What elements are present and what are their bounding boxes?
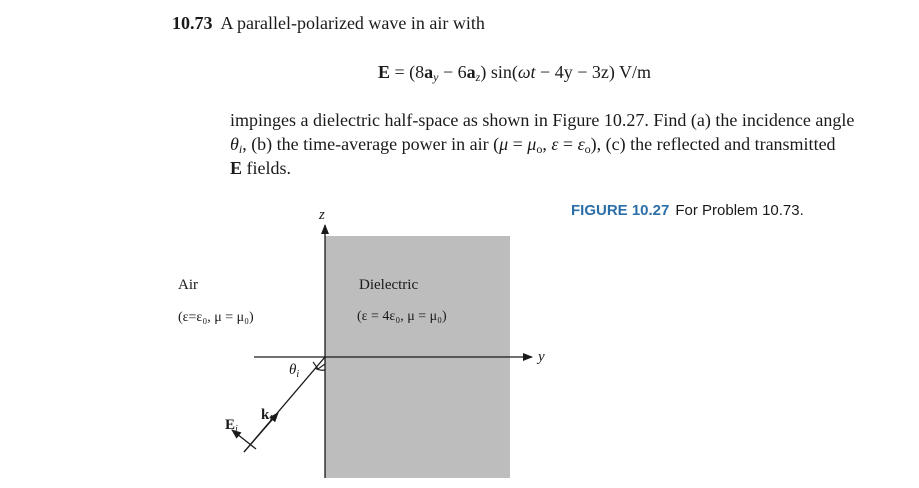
eq-sub2: z [475,70,481,84]
eps-symbol: ε [551,134,559,154]
y-axis-label: y [538,349,545,365]
air-label: Air [178,277,198,293]
eq-minus: − 6 [438,62,467,82]
mu0-subscript: o [536,142,543,156]
figure-label: FIGURE 10.27 [571,202,670,219]
theta-symbol: θ [230,134,239,154]
body-line-2-part-e: ), (c) the reflected and transmitted [590,134,836,154]
theta-arc [315,368,325,370]
air-params: (ε=ε₀, μ = μ₀) [178,310,254,325]
body-line-2-part-a: , (b) the time-average power in air ( [242,134,500,154]
theta-subscript: i [238,142,243,156]
eps0-subscript: o [584,142,591,156]
eq-sin: ) sin( [480,62,518,82]
dielectric-label: Dielectric [359,277,419,293]
eq-vec2: a [466,62,476,82]
eq-arg: ωt [517,62,536,82]
theta-label: $\theta_i$ [289,362,300,380]
e-label: $E_i$ [225,417,238,435]
e-fields-bold: E [230,158,243,178]
z-axis-label: z [319,207,325,223]
eq-lhs: E [378,62,391,82]
problem-number: 10.73 [172,13,213,33]
body-line-2-part-c: , [542,134,552,154]
eq-vec1: a [424,62,434,82]
eq-sub1: y [433,70,439,84]
mu0-symbol: μ [527,134,537,154]
body-line-2-part-b: = [508,134,528,154]
mu-symbol: μ [499,134,509,154]
eps0-symbol: ε [577,134,585,154]
figure-caption-text: For Problem 10.73. [675,202,804,219]
body-line-2-part-d: = [558,134,578,154]
dielectric-params: (ε = 4ε₀, μ = μ₀) [357,309,447,324]
k-label: $k_i$ [261,407,273,425]
eq-rest: − 4y − 3z) V/m [535,62,652,82]
eq-equals: = [394,62,405,82]
eq-open: (8 [409,62,425,82]
body-line-3-rest: fields. [242,158,292,178]
body-line-1: impinges a dielectric half-space as shown in Figure 10.27. Find (a) the incidence angle [230,110,855,130]
problem-intro: A parallel-polarized wave in air with [220,13,485,33]
